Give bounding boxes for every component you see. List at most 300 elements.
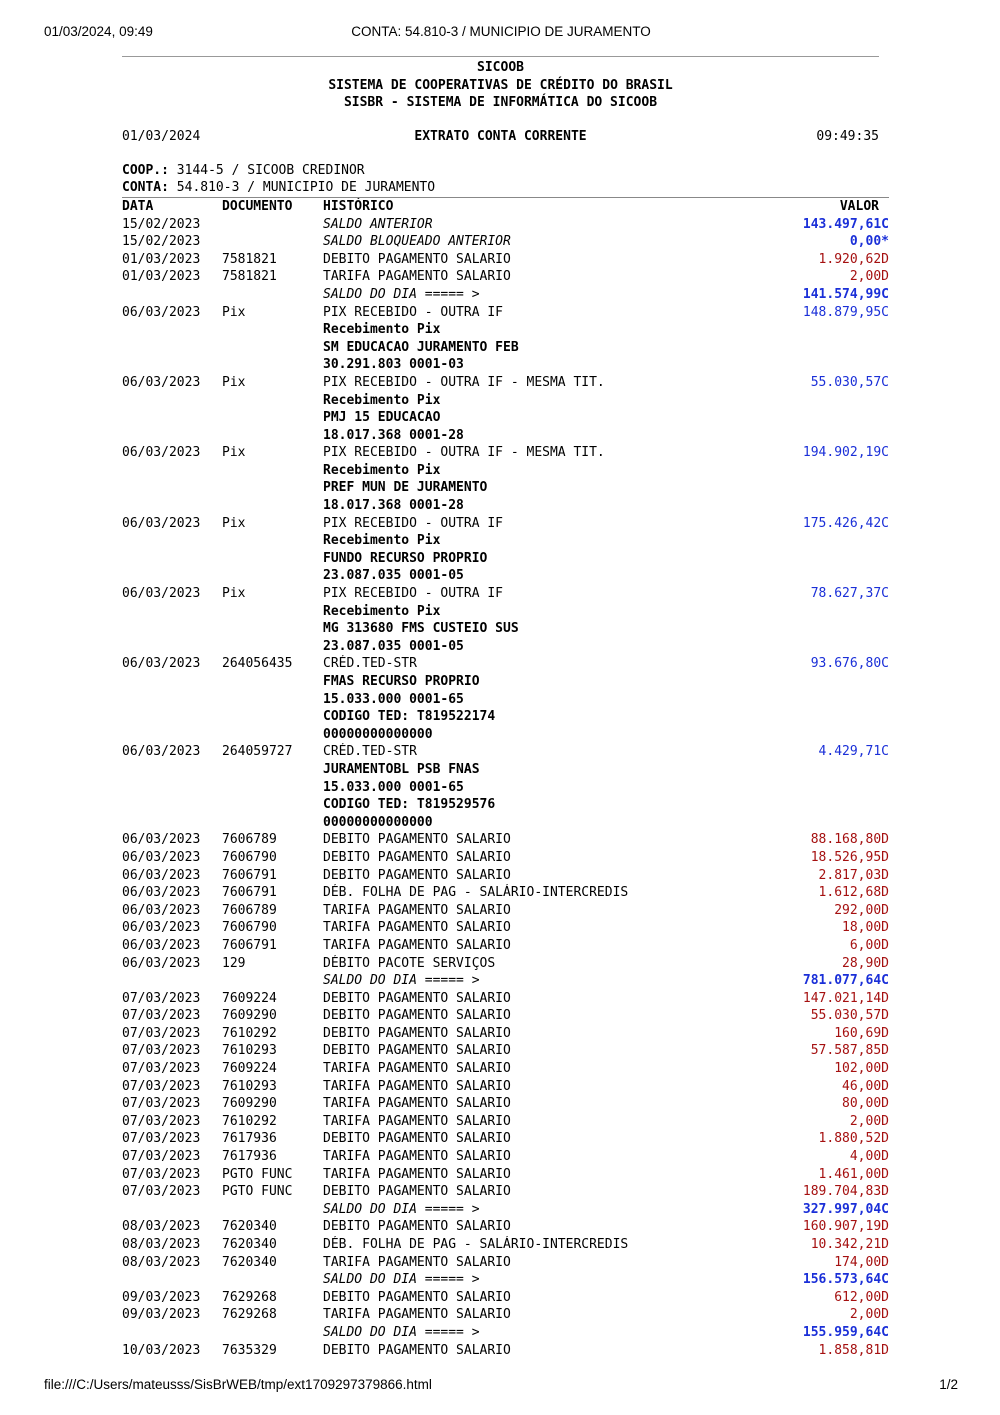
row-document: 7610292 [222,1025,277,1041]
table-row [122,497,889,515]
row-document [222,1271,323,1289]
row-history: DEBITO PAGAMENTO SALARIO [323,867,511,883]
row-history: DEBITO PAGAMENTO SALARIO [323,849,511,865]
row-value: 327.997,04C [802,1201,889,1217]
row-document [222,691,323,709]
row-document [222,216,323,234]
row-date: 07/03/2023 [122,1184,201,1200]
row-date [122,497,222,515]
transactions-table [122,197,889,1359]
row-value: 143.497,61C [802,216,889,232]
row-value [763,796,889,814]
row-document [222,673,323,691]
row-date [122,567,222,585]
table-row [122,251,889,269]
table-row [122,1007,889,1025]
table-row [122,603,889,621]
row-value: 174,00D [834,1254,889,1270]
row-history: 00000000000000 [323,814,433,830]
row-document [222,1201,323,1219]
row-date: 10/03/2023 [122,1342,201,1358]
row-date: 06/03/2023 [122,586,201,602]
row-date: 07/03/2023 [122,1078,201,1094]
row-history: 00000000000000 [323,726,433,742]
row-date [122,550,222,568]
row-date: 09/03/2023 [122,1289,201,1305]
table-row [122,1324,889,1342]
table-header-row [122,197,889,215]
row-date: 15/02/2023 [122,234,201,250]
row-value: 10.342,21D [810,1237,889,1252]
row-value: 55.030,57C [810,374,889,390]
row-document: 7635329 [222,1342,277,1358]
row-date: 07/03/2023 [122,1061,201,1077]
row-date: 01/03/2023 [122,251,201,267]
row-history: TARIFA PAGAMENTO SALARIO [323,1166,511,1182]
table-row [122,620,889,638]
row-document: 7620340 [222,1237,277,1252]
table-row [122,1289,889,1307]
row-value: 156.573,64C [802,1272,889,1288]
row-document [222,321,323,339]
table-row [122,743,889,761]
row-value: 160.907,19D [802,1219,889,1235]
row-document [222,356,323,374]
row-date [122,321,222,339]
row-history: PIX RECEBIDO - OUTRA IF - MESMA TIT. [323,445,605,461]
row-value: 155.959,64C [802,1324,889,1340]
row-document [222,233,323,251]
row-document [222,814,323,832]
row-document [222,567,323,585]
table-row [122,849,889,867]
row-document [222,392,323,410]
row-value: 175.426,42C [802,515,889,531]
row-date: 07/03/2023 [122,990,201,1006]
row-document: 7629268 [222,1289,277,1305]
row-document [222,761,323,779]
row-value: 2,00D [849,269,889,285]
row-date: 08/03/2023 [122,1219,201,1235]
row-history: FUNDO RECURSO PROPRIO [323,550,488,566]
row-history: 30.291.803 0001-03 [323,357,464,373]
row-document [222,779,323,797]
row-document: 7609224 [222,1061,277,1077]
row-value [763,321,889,339]
table-row [122,392,889,410]
print-page-number: 1/2 [939,1377,958,1392]
row-document: 7606791 [222,885,277,901]
table-row [122,831,889,849]
row-document [222,286,323,304]
table-row [122,1306,889,1324]
row-date [122,761,222,779]
row-date: 06/03/2023 [122,955,201,971]
table-row [122,304,889,322]
row-history: TARIFA PAGAMENTO SALARIO [323,1096,511,1112]
table-row [122,321,889,339]
row-history: DEBITO PAGAMENTO SALARIO [323,251,511,267]
row-value [763,691,889,709]
row-value: 4,00D [849,1149,889,1165]
row-history: CRÉD.TED-STR [323,744,417,760]
row-date [122,1324,222,1342]
row-history: TARIFA PAGAMENTO SALARIO [323,269,511,285]
row-document [222,620,323,638]
row-date: 07/03/2023 [122,1113,201,1129]
row-value [763,462,889,480]
table-row [122,462,889,480]
row-document: 264059727 [222,744,293,760]
row-date [122,972,222,990]
print-header [44,24,958,42]
row-value: 88.168,80D [810,832,889,848]
row-history: DEBITO PAGAMENTO SALARIO [323,1025,511,1041]
row-document: 7610293 [222,1078,277,1094]
row-value: 1.612,68D [818,885,889,901]
row-value [763,532,889,550]
table-row [122,673,889,691]
coop-label: COOP.: [122,162,169,178]
row-history: FMAS RECURSO PROPRIO [323,674,480,689]
row-value [763,814,889,832]
table-row [122,550,889,568]
row-date [122,1201,222,1219]
row-value: 1.880,52D [818,1131,889,1147]
row-document: 7609224 [222,990,277,1006]
row-value: 612,00D [834,1289,889,1305]
row-date [122,673,222,691]
row-history: DÉB. FOLHA DE PAG - SALÁRIO-INTERCREDIS [323,885,629,901]
row-value: 292,00D [834,902,889,918]
row-date [122,479,222,497]
row-date: 07/03/2023 [122,1149,201,1165]
print-footer [44,1377,958,1395]
row-date: 06/03/2023 [122,849,201,865]
row-date: 06/03/2023 [122,445,201,461]
table-row [122,1254,889,1272]
row-document [222,409,323,427]
row-document [222,479,323,497]
table-row [122,1095,889,1113]
row-date: 08/03/2023 [122,1254,201,1270]
table-row [122,339,889,357]
row-date: 06/03/2023 [122,744,201,760]
row-document: 7581821 [222,269,277,285]
row-date: 08/03/2023 [122,1237,201,1252]
row-document: Pix [222,515,246,531]
table-row [122,1113,889,1131]
row-value [763,409,889,427]
row-history: TARIFA PAGAMENTO SALARIO [323,920,511,936]
bank-name: SICOOB [477,60,524,75]
row-history: TARIFA PAGAMENTO SALARIO [323,1113,511,1129]
row-value: 18.526,95D [810,849,889,865]
row-document [222,603,323,621]
table-row [122,990,889,1008]
row-date: 01/03/2023 [122,269,201,285]
table-row [122,1201,889,1219]
row-document [222,462,323,480]
row-document: Pix [222,445,246,461]
bank-sisbr-name: SISBR - SISTEMA DE INFORMÁTICA DO SICOOB [343,95,658,111]
row-history: DÉBITO PACOTE SERVIÇOS [323,955,496,971]
row-history: 18.017.368 0001-28 [323,427,464,443]
row-value: 2,00D [849,1307,889,1323]
row-value: 80,00D [842,1096,889,1112]
row-history: 23.087.035 0001-05 [323,638,464,654]
row-history: 15.033.000 0001-65 [323,779,464,795]
row-history: DÉB. FOLHA DE PAG - SALÁRIO-INTERCREDIS [323,1237,629,1252]
print-datetime: 01/03/2024, 09:49 [44,24,153,39]
row-date: 06/03/2023 [122,920,201,936]
row-date: 06/03/2023 [122,902,201,918]
row-value [763,779,889,797]
row-history: PIX RECEBIDO - OUTRA IF [323,586,504,602]
row-history: Recebimento Pix [323,322,441,338]
row-date: 07/03/2023 [122,1025,201,1041]
account-info [122,162,879,197]
table-row [122,708,889,726]
col-header-history: HISTÓRICO [323,197,763,215]
row-value: 57.587,85D [810,1043,889,1059]
row-value: 93.676,80C [810,656,889,672]
row-history: Recebimento Pix [323,392,441,408]
table-row [122,356,889,374]
row-history: TARIFA PAGAMENTO SALARIO [323,1307,511,1323]
table-row [122,937,889,955]
table-row [122,1148,889,1166]
row-history: PIX RECEBIDO - OUTRA IF [323,304,504,320]
row-date: 07/03/2023 [122,1166,201,1182]
table-row [122,479,889,497]
row-history: PIX RECEBIDO - OUTRA IF - MESMA TIT. [323,374,605,390]
table-row [122,814,889,832]
table-row [122,374,889,392]
row-value [763,427,889,445]
row-history: JURAMENTOBL PSB FNAS [323,761,480,777]
row-document [222,427,323,445]
row-history: MG 313680 FMS CUSTEIO SUS [323,621,519,637]
table-row [122,726,889,744]
report-date: 01/03/2024 [122,128,201,144]
row-value [763,673,889,691]
table-row [122,1236,889,1254]
row-value: 1.920,62D [818,251,889,267]
row-document: 7606791 [222,867,277,883]
row-document [222,497,323,515]
row-document: 7606789 [222,832,277,848]
row-value: 781.077,64C [802,973,889,989]
row-value: 18,00D [842,920,889,936]
row-value: 78.627,37C [810,586,889,602]
row-history: Recebimento Pix [323,462,441,478]
row-document: Pix [222,586,246,602]
row-date: 06/03/2023 [122,937,201,953]
row-document [222,532,323,550]
row-value: 148.879,95C [802,304,889,320]
row-history: SM EDUCACAO JURAMENTO FEB [323,339,519,355]
row-document [222,796,323,814]
row-history: DEBITO PAGAMENTO SALARIO [323,1131,511,1147]
row-value: 4.429,71C [818,744,889,760]
row-document: PGTO FUNC [222,1166,293,1182]
row-history: TARIFA PAGAMENTO SALARIO [323,1149,511,1165]
table-row [122,515,889,533]
row-history: DEBITO PAGAMENTO SALARIO [323,1008,511,1024]
table-row [122,427,889,445]
row-value [763,638,889,656]
row-value [763,603,889,621]
row-history: DEBITO PAGAMENTO SALARIO [323,1184,511,1200]
row-history: TARIFA PAGAMENTO SALARIO [323,1254,511,1270]
row-value: 55.030,57D [810,1008,889,1024]
table-row [122,884,889,902]
row-document: 7609290 [222,1008,277,1024]
coop-line [122,162,879,180]
row-value [763,550,889,568]
row-document: 7606789 [222,902,277,918]
table-row [122,1025,889,1043]
table-row [122,444,889,462]
row-value [763,356,889,374]
row-date: 06/03/2023 [122,374,201,390]
row-history: TARIFA PAGAMENTO SALARIO [323,902,511,918]
row-document: Pix [222,304,246,320]
row-history: 18.017.368 0001-28 [323,498,464,514]
row-date [122,691,222,709]
coop-value: 3144-5 / SICOOB CREDINOR [176,162,365,178]
row-history: DEBITO PAGAMENTO SALARIO [323,1342,511,1358]
table-row [122,867,889,885]
row-date: 07/03/2023 [122,1131,201,1147]
report-time: 09:49:35 [816,128,879,144]
row-document [222,726,323,744]
row-history: Recebimento Pix [323,603,441,619]
row-history: DEBITO PAGAMENTO SALARIO [323,1289,511,1305]
row-history: CODIGO TED: T819522174 [323,709,496,725]
row-value: 46,00D [842,1078,889,1094]
account-line [122,179,879,197]
row-document: 7581821 [222,251,277,267]
row-value: 1.858,81D [818,1342,889,1358]
row-date [122,708,222,726]
row-date [122,427,222,445]
row-value [763,392,889,410]
table-row [122,409,889,427]
row-history: SALDO DO DIA ===== > [323,1272,480,1288]
row-value: 28,90D [842,955,889,971]
row-date [122,392,222,410]
row-document: 7620340 [222,1254,277,1270]
row-document [222,972,323,990]
table-row [122,1218,889,1236]
row-date: 06/03/2023 [122,656,201,672]
row-date [122,814,222,832]
row-value: 147.021,14D [802,990,889,1006]
row-date: 07/03/2023 [122,1043,201,1059]
row-value: 2,00D [849,1113,889,1129]
row-document: 7609290 [222,1096,277,1112]
table-row [122,638,889,656]
row-document: 7620340 [222,1219,277,1235]
table-row [122,567,889,585]
table-row [122,1166,889,1184]
row-value [763,479,889,497]
table-row [122,268,889,286]
row-document: 7629268 [222,1307,277,1323]
row-value [763,726,889,744]
row-date [122,339,222,357]
report-title-row [122,128,879,146]
table-row [122,972,889,990]
row-value [763,620,889,638]
table-row [122,691,889,709]
row-history: TARIFA PAGAMENTO SALARIO [323,937,511,953]
row-value: 2.817,03D [818,867,889,883]
bank-system-name: SISTEMA DE COOPERATIVAS DE CRÉDITO DO BRASIL [328,77,673,93]
row-document: 7606791 [222,937,277,953]
row-history: TARIFA PAGAMENTO SALARIO [323,1061,511,1077]
table-row [122,585,889,603]
row-value: 141.574,99C [802,286,889,302]
row-date [122,532,222,550]
row-value [763,567,889,585]
row-history: CODIGO TED: T819529576 [323,797,496,813]
row-history: SALDO DO DIA ===== > [323,1324,480,1340]
table-row [122,955,889,973]
table-row [122,1183,889,1201]
account-label: CONTA: [122,180,169,196]
table-row [122,655,889,673]
row-date: 07/03/2023 [122,1096,201,1112]
row-document: 7606790 [222,920,277,936]
table-row [122,286,889,304]
bank-banner [122,59,879,112]
row-date: 06/03/2023 [122,515,201,531]
row-value: 194.902,19C [802,445,889,461]
row-date [122,409,222,427]
row-history: PREF MUN DE JURAMENTO [323,480,488,496]
row-history: PIX RECEBIDO - OUTRA IF [323,515,504,531]
row-history: 23.087.035 0001-05 [323,568,464,584]
row-date [122,286,222,304]
row-history: DEBITO PAGAMENTO SALARIO [323,1043,511,1059]
row-value: 189.704,83D [802,1184,889,1200]
row-date: 06/03/2023 [122,832,201,848]
row-value [763,708,889,726]
row-document: PGTO FUNC [222,1184,293,1200]
row-date [122,796,222,814]
row-history: CRÉD.TED-STR [323,656,417,672]
row-value: 6,00D [849,937,889,953]
row-document [222,708,323,726]
row-history: TARIFA PAGAMENTO SALARIO [323,1078,511,1094]
table-row [122,233,889,251]
row-date [122,356,222,374]
row-date: 07/03/2023 [122,1008,201,1024]
row-history: SALDO DO DIA ===== > [323,973,480,989]
row-value: 160,69D [834,1025,889,1041]
table-row [122,1078,889,1096]
print-file-url: file:///C:/Users/mateusss/SisBrWEB/tmp/ext1709297379866.html [44,1377,432,1392]
row-document: 264056435 [222,656,293,672]
report-title: EXTRATO CONTA CORRENTE [414,128,587,144]
row-date [122,620,222,638]
row-document [222,638,323,656]
row-history: DEBITO PAGAMENTO SALARIO [323,832,511,848]
row-date [122,638,222,656]
